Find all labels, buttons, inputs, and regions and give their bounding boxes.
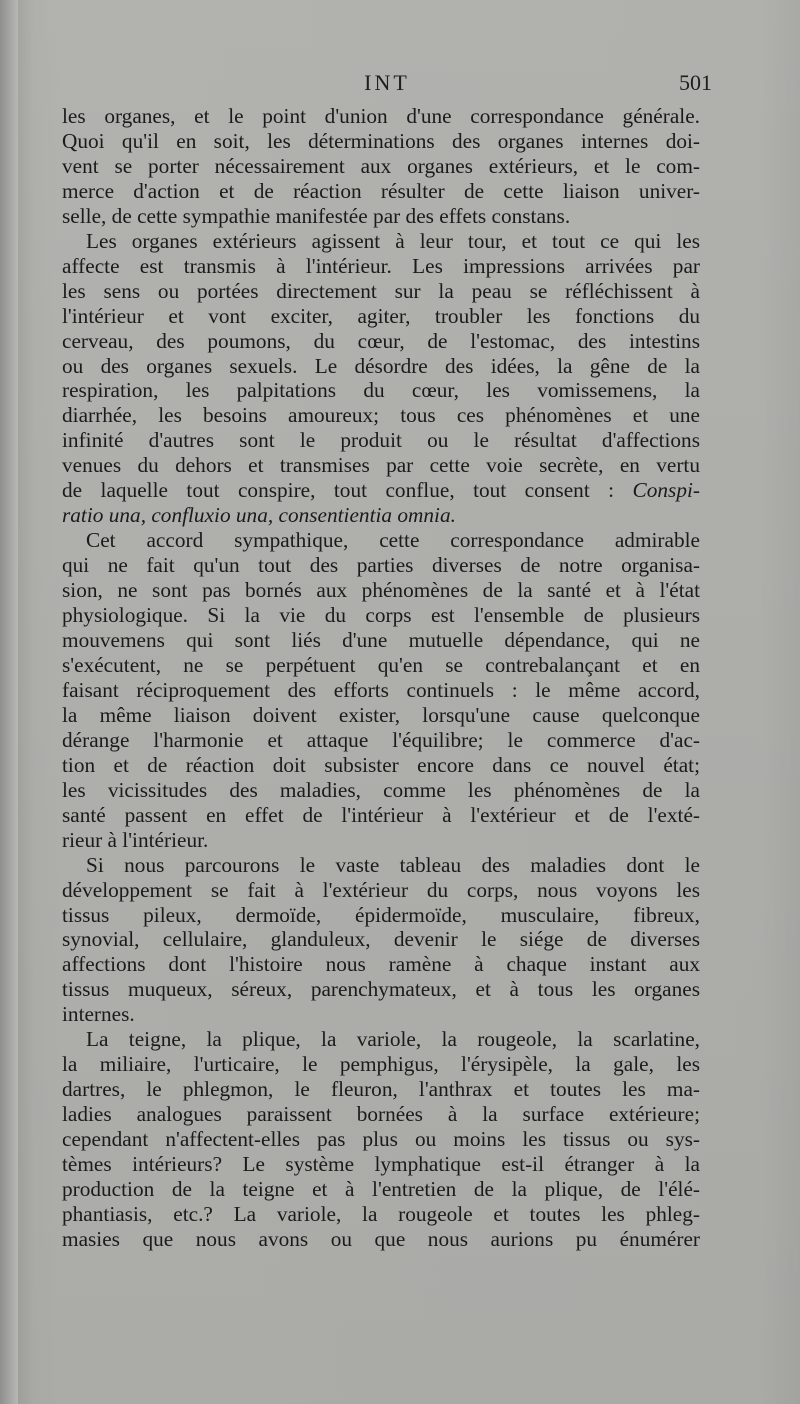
text-line bbox=[62, 1177, 700, 1202]
text-line-italic: ratio una, confluxio una, consentientia omnia. bbox=[62, 503, 456, 528]
text-line bbox=[62, 703, 700, 728]
text-line bbox=[62, 154, 700, 179]
text-line bbox=[62, 977, 700, 1002]
text-line bbox=[62, 403, 700, 428]
text-line bbox=[62, 553, 700, 578]
text-line-roman: respiration, les palpitations du cœur, les vomissemens, la bbox=[62, 378, 700, 403]
text-line bbox=[62, 603, 700, 628]
text-line bbox=[62, 354, 700, 379]
page-number: 501 bbox=[679, 70, 712, 95]
text-line bbox=[62, 828, 700, 853]
text-line-roman: sion, ne sont pas bornés aux phénomènes de la santé et à l'état bbox=[62, 578, 700, 603]
text-line bbox=[62, 179, 700, 204]
text-line-roman: mouvemens qui sont liés d'une mutuelle dépendance, qui ne bbox=[62, 628, 700, 653]
text-line-roman: infinité d'autres sont le produit ou le résultat d'affections bbox=[62, 428, 700, 453]
text-line-roman: synovial, cellulaire, glanduleux, devenir le siége de diverses bbox=[62, 927, 700, 952]
text-line bbox=[62, 1202, 700, 1227]
text-line-roman: dartres, le phlegmon, le fleuron, l'anthrax et toutes les ma- bbox=[62, 1077, 700, 1102]
text-line-roman: santé passent en effet de l'intérieur à l'extérieur et de l'exté- bbox=[62, 802, 700, 827]
text-line-roman: tion et de réaction doit subsister encore dans ce nouvel état; bbox=[62, 752, 700, 777]
text-line-roman: l'intérieur et vont exciter, agiter, troubler les fonctions du bbox=[62, 303, 700, 328]
text-line-roman: s'exécutent, ne se perpétuent qu'en se contrebalançant et en bbox=[62, 652, 700, 677]
text-line-roman: rieur à l'intérieur. bbox=[62, 827, 209, 852]
text-line bbox=[62, 578, 700, 603]
text-line bbox=[62, 478, 700, 503]
text-line bbox=[62, 778, 700, 803]
text-line-roman: diarrhée, les besoins amoureux; tous ces phénomènes et une bbox=[62, 403, 700, 428]
text-line-roman: de laquelle tout conspire, tout conflue, tout consent : bbox=[62, 478, 633, 503]
text-line bbox=[62, 653, 700, 678]
text-line-roman: cependant n'affectent-elles pas plus ou moins les tissus ou sys- bbox=[62, 1127, 700, 1152]
text-line bbox=[62, 903, 700, 928]
running-head bbox=[62, 70, 712, 104]
text-line bbox=[62, 878, 700, 903]
text-line bbox=[62, 1152, 700, 1177]
text-line-roman: physiologique. Si la vie du corps est l'ensemble de plusieurs bbox=[62, 603, 700, 628]
text-line bbox=[62, 678, 700, 703]
text-line bbox=[62, 803, 700, 828]
text-line bbox=[62, 628, 700, 653]
text-line bbox=[62, 279, 700, 304]
text-line-roman: tissus pileux, dermoïde, épidermoïde, musculaire, fibreux, bbox=[62, 902, 700, 927]
text-line-roman: vent se porter nécessairement aux organes extérieurs, et le com- bbox=[62, 153, 700, 178]
text-line-roman: selle, de cette sympathie manifestée par des effets constans. bbox=[62, 203, 571, 228]
text-line bbox=[62, 329, 700, 354]
text-line-roman: phantiasis, etc.? La variole, la rougeole et toutes les phleg- bbox=[62, 1201, 700, 1226]
text-line-roman: ou des organes sexuels. Le désordre des idées, la gêne de la bbox=[62, 353, 700, 378]
running-head-title: INT bbox=[364, 70, 410, 95]
body-text bbox=[62, 104, 700, 1252]
text-line bbox=[62, 728, 700, 753]
text-line-italic: Conspi- bbox=[632, 478, 700, 503]
text-line-roman: merce d'action et de réaction résulter de cette liaison univer- bbox=[62, 178, 700, 203]
text-line-roman: faisant réciproquement des efforts continuels : le même accord, bbox=[62, 677, 700, 702]
text-line bbox=[62, 428, 700, 453]
text-line-roman: développement se fait à l'extérieur du corps, nous voyons les bbox=[62, 877, 700, 902]
text-line-roman: affections dont l'histoire nous ramène à chaque instant aux bbox=[62, 952, 700, 977]
text-line bbox=[62, 1027, 700, 1052]
text-line bbox=[62, 104, 700, 129]
text-line-roman: internes. bbox=[62, 1002, 135, 1027]
text-line bbox=[62, 204, 700, 229]
text-line bbox=[62, 1077, 700, 1102]
text-line-roman: La teigne, la plique, la variole, la rougeole, la scarlatine, bbox=[86, 1027, 700, 1052]
text-line bbox=[62, 1227, 700, 1252]
text-line bbox=[62, 503, 700, 528]
text-line-roman: affecte est transmis à l'intérieur. Les impressions arrivées par bbox=[62, 253, 700, 278]
text-line bbox=[62, 1052, 700, 1077]
text-line-roman: Si nous parcourons le vaste tableau des maladies dont le bbox=[86, 852, 700, 877]
text-line bbox=[62, 952, 700, 977]
text-line-roman: les vicissitudes des maladies, comme les phénomènes de la bbox=[62, 777, 700, 802]
text-line bbox=[62, 753, 700, 778]
text-line bbox=[62, 853, 700, 878]
text-line-roman: la miliaire, l'urticaire, le pemphigus, l'érysipèle, la gale, les bbox=[62, 1052, 700, 1077]
text-line-roman: dérange l'harmonie et attaque l'équilibre; le commerce d'ac- bbox=[62, 727, 700, 752]
text-line bbox=[62, 129, 700, 154]
text-line bbox=[62, 378, 700, 403]
text-line bbox=[62, 304, 700, 329]
text-line-roman: production de la teigne et à l'entretien de la plique, de l'élé- bbox=[62, 1176, 700, 1201]
text-line-roman: tissus muqueux, séreux, parenchymateux, et à tous les organes bbox=[62, 977, 700, 1002]
text-line-roman: venues du dehors et transmises par cette voie secrète, en vertu bbox=[62, 453, 700, 478]
text-line bbox=[62, 254, 700, 279]
text-line bbox=[62, 453, 700, 478]
text-line bbox=[62, 1002, 700, 1027]
text-line-roman: ladies analogues paraissent bornées à la surface extérieure; bbox=[62, 1102, 700, 1127]
text-line-roman: tèmes intérieurs? Le système lymphatique est-il étranger à la bbox=[62, 1152, 700, 1177]
text-line-roman: qui ne fait qu'un tout des parties diverses de notre organisa- bbox=[62, 553, 700, 578]
text-line bbox=[62, 927, 700, 952]
text-line-roman: les sens ou portées directement sur la peau se réfléchissent à bbox=[62, 278, 700, 303]
text-line-roman: la même liaison doivent exister, lorsqu'une cause quelconque bbox=[62, 702, 700, 727]
text-line-roman: Quoi qu'il en soit, les déterminations des organes internes doi- bbox=[62, 128, 700, 153]
page-gutter-shadow bbox=[0, 0, 18, 1404]
text-line bbox=[62, 528, 700, 553]
text-line-roman: les organes, et le point d'union d'une correspondance générale. bbox=[62, 104, 700, 128]
text-line bbox=[62, 229, 700, 254]
text-line bbox=[62, 1102, 700, 1127]
text-line-roman: Cet accord sympathique, cette correspondance admirable bbox=[86, 528, 700, 553]
text-line-roman: Les organes extérieurs agissent à leur tour, et tout ce qui les bbox=[86, 228, 700, 253]
text-line-roman: masies que nous avons ou que nous aurions pu énumérer bbox=[62, 1226, 700, 1251]
text-line-roman: cerveau, des poumons, du cœur, de l'estomac, des intestins bbox=[62, 328, 700, 353]
text-line bbox=[62, 1127, 700, 1152]
